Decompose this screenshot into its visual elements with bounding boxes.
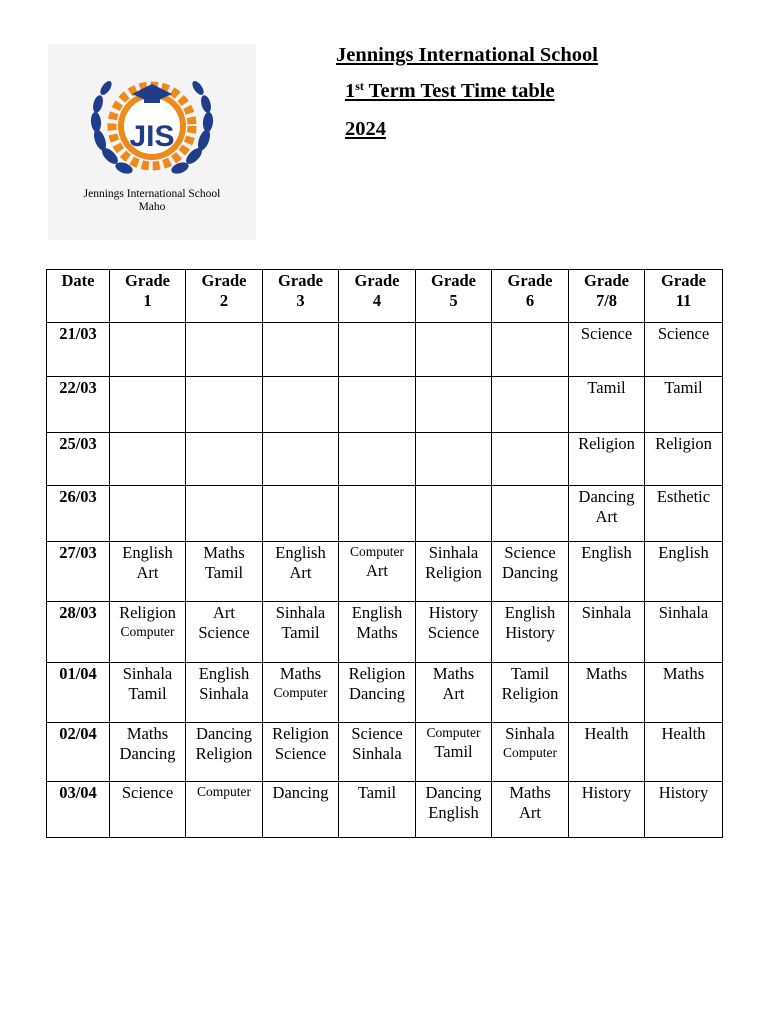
subject-cell bbox=[339, 486, 416, 542]
subject-cell bbox=[339, 542, 416, 602]
subject-cell bbox=[416, 377, 492, 433]
subject-name: Science bbox=[504, 543, 556, 562]
subject-cell bbox=[492, 486, 569, 542]
subject-name: Sinhala bbox=[581, 603, 632, 622]
subject-name: History bbox=[658, 783, 709, 802]
subject-cell bbox=[339, 602, 416, 663]
date-cell: 03/04 bbox=[47, 782, 110, 838]
subject-cell bbox=[110, 663, 186, 723]
subject-cell bbox=[110, 542, 186, 602]
subject-name: English bbox=[428, 803, 479, 822]
subject-cell bbox=[263, 486, 339, 542]
subject-name: Religion bbox=[578, 434, 635, 453]
subject-cell bbox=[492, 377, 569, 433]
subject-name: Art bbox=[289, 563, 312, 582]
column-header-grade bbox=[339, 270, 416, 323]
subject-cell bbox=[645, 782, 723, 838]
subject-cell bbox=[645, 486, 723, 542]
subject-name: Health bbox=[584, 724, 629, 743]
subject-name: English bbox=[275, 543, 326, 562]
subject-cell bbox=[416, 542, 492, 602]
subject-cell bbox=[645, 663, 723, 723]
subject-cell bbox=[263, 323, 339, 377]
header-line: Grade bbox=[431, 271, 476, 290]
subject-name: Sinhala bbox=[199, 684, 249, 703]
subject-name: History bbox=[428, 603, 479, 622]
subject-cell bbox=[263, 602, 339, 663]
subject-cell bbox=[645, 723, 723, 782]
subject-cell bbox=[263, 782, 339, 838]
subject-cell bbox=[492, 542, 569, 602]
subject-name: Science bbox=[427, 623, 480, 642]
subject-cell bbox=[645, 323, 723, 377]
subject-name: Maths bbox=[509, 783, 551, 802]
subject-cell bbox=[416, 486, 492, 542]
subject-name: Sinhala bbox=[658, 603, 709, 622]
subject-name: Sinhala bbox=[275, 603, 326, 622]
date-cell: 28/03 bbox=[47, 602, 110, 663]
subject-name: Art bbox=[595, 507, 618, 526]
table-row bbox=[47, 433, 723, 486]
column-header-grade bbox=[645, 270, 723, 323]
subject-name: Maths bbox=[585, 664, 628, 683]
date-cell: 25/03 bbox=[47, 433, 110, 486]
subject-cell bbox=[416, 723, 492, 782]
subject-cell bbox=[339, 723, 416, 782]
subject-name: Science bbox=[657, 324, 710, 343]
subject-name: Tamil bbox=[357, 783, 397, 802]
header-line: 3 bbox=[296, 291, 305, 310]
header-line: 4 bbox=[372, 291, 382, 310]
subject-cell bbox=[569, 377, 645, 433]
subject-cell bbox=[569, 602, 645, 663]
subject-name: Dancing bbox=[349, 684, 405, 703]
subject-name: Computer bbox=[426, 725, 481, 740]
subject-name: English bbox=[122, 543, 173, 562]
subject-name: Tamil bbox=[128, 684, 167, 703]
subject-cell bbox=[492, 433, 569, 486]
subject-cell bbox=[263, 723, 339, 782]
subject-cell bbox=[569, 542, 645, 602]
subject-name: Science bbox=[198, 623, 250, 642]
header-line: 1 bbox=[143, 291, 152, 310]
subject-cell bbox=[339, 377, 416, 433]
header-line: 2 bbox=[219, 291, 229, 310]
date-cell: 27/03 bbox=[47, 542, 110, 602]
subject-cell bbox=[645, 542, 723, 602]
column-header-grade bbox=[416, 270, 492, 323]
subject-name: Art bbox=[213, 603, 235, 622]
subject-cell bbox=[186, 323, 263, 377]
subject-name: Religion bbox=[501, 684, 559, 703]
subject-name: Tamil bbox=[664, 378, 703, 397]
logo-monogram: JIS bbox=[129, 120, 175, 153]
subject-name: Art bbox=[136, 563, 159, 582]
subject-name: Tamil bbox=[510, 664, 550, 683]
subject-name: Sinhala bbox=[122, 664, 173, 683]
subject-cell bbox=[645, 433, 723, 486]
school-emblem-icon bbox=[88, 70, 216, 188]
subject-cell bbox=[263, 433, 339, 486]
subject-name: Computer bbox=[197, 784, 251, 799]
column-header-grade bbox=[186, 270, 263, 323]
subject-cell bbox=[186, 663, 263, 723]
subject-name: Dancing bbox=[578, 487, 635, 506]
subject-cell bbox=[186, 433, 263, 486]
subject-cell bbox=[263, 542, 339, 602]
subject-name: Maths bbox=[432, 664, 475, 683]
school-title: Jennings International School bbox=[336, 44, 598, 66]
subject-name: English bbox=[581, 543, 632, 562]
subject-name: Esthetic bbox=[656, 487, 711, 506]
header-line: Grade bbox=[278, 271, 323, 290]
header-line: Grade bbox=[354, 271, 400, 290]
subject-cell bbox=[339, 433, 416, 486]
subject-name: English bbox=[658, 543, 709, 562]
subject-cell bbox=[339, 782, 416, 838]
subject-cell bbox=[569, 323, 645, 377]
date-cell: 02/04 bbox=[47, 723, 110, 782]
table-row bbox=[47, 782, 723, 838]
school-logo bbox=[48, 44, 256, 240]
term-title bbox=[345, 80, 555, 103]
subject-cell bbox=[110, 377, 186, 433]
subject-name: Art bbox=[366, 561, 388, 580]
subject-name: Art bbox=[442, 684, 465, 703]
logo-caption-town: Maho bbox=[138, 201, 166, 213]
subject-name: Dancing bbox=[272, 783, 329, 802]
table-row bbox=[47, 723, 723, 782]
table-row bbox=[47, 542, 723, 602]
subject-name: Computer bbox=[273, 685, 328, 700]
subject-cell bbox=[339, 323, 416, 377]
subject-cell bbox=[263, 377, 339, 433]
column-header-grade bbox=[492, 270, 569, 323]
subject-name: Religion bbox=[119, 603, 176, 622]
subject-name: Maths bbox=[203, 543, 245, 562]
subject-cell bbox=[569, 782, 645, 838]
subject-name: Maths bbox=[279, 664, 322, 683]
subject-name: Sinhala bbox=[428, 543, 479, 562]
subject-name: History bbox=[581, 783, 632, 802]
subject-cell bbox=[110, 323, 186, 377]
subject-cell bbox=[492, 663, 569, 723]
subject-cell bbox=[110, 602, 186, 663]
header-line: 7/8 bbox=[595, 291, 618, 310]
header-line: Grade bbox=[661, 271, 706, 290]
subject-cell bbox=[569, 486, 645, 542]
table-row bbox=[47, 323, 723, 377]
date-cell: 21/03 bbox=[47, 323, 110, 377]
subject-name: Religion bbox=[272, 724, 329, 743]
subject-cell bbox=[110, 723, 186, 782]
column-header-grade bbox=[110, 270, 186, 323]
subject-cell bbox=[492, 782, 569, 838]
subject-name: Science bbox=[580, 324, 633, 343]
subject-name: Religion bbox=[195, 744, 253, 763]
subject-name: Science bbox=[274, 744, 327, 763]
table-row bbox=[47, 663, 723, 723]
column-header-grade bbox=[263, 270, 339, 323]
subject-cell bbox=[263, 663, 339, 723]
term-ordinal: st bbox=[355, 79, 364, 93]
header-line: Grade bbox=[584, 271, 629, 290]
subject-name: Sinhala bbox=[352, 744, 402, 763]
subject-name: Religion bbox=[348, 664, 406, 683]
subject-cell bbox=[645, 377, 723, 433]
subject-cell bbox=[416, 433, 492, 486]
subject-cell bbox=[186, 542, 263, 602]
subject-cell bbox=[110, 486, 186, 542]
subject-name: Science bbox=[121, 783, 174, 802]
header-line: Grade bbox=[507, 271, 553, 290]
table-row bbox=[47, 602, 723, 663]
table-row bbox=[47, 377, 723, 433]
subject-name: Science bbox=[351, 724, 403, 743]
subject-cell bbox=[339, 663, 416, 723]
subject-name: Tamil bbox=[434, 742, 473, 761]
subject-name: Sinhala bbox=[505, 724, 555, 743]
subject-cell bbox=[569, 723, 645, 782]
column-header-grade bbox=[569, 270, 645, 323]
subject-name: Maths bbox=[126, 724, 169, 743]
subject-cell bbox=[569, 433, 645, 486]
subject-cell bbox=[416, 782, 492, 838]
subject-name: Dancing bbox=[425, 783, 482, 802]
subject-name: English bbox=[198, 664, 250, 683]
subject-cell bbox=[492, 323, 569, 377]
column-header-date bbox=[47, 270, 110, 323]
subject-name: Maths bbox=[356, 623, 398, 642]
subject-name: Art bbox=[519, 803, 541, 822]
subject-name: History bbox=[505, 623, 555, 642]
header-line: 6 bbox=[525, 291, 535, 310]
subject-cell bbox=[492, 602, 569, 663]
subject-name: Religion bbox=[425, 563, 482, 582]
subject-name: Dancing bbox=[502, 563, 558, 582]
header-line: Date bbox=[61, 271, 95, 290]
year-title: 2024 bbox=[345, 118, 386, 140]
subject-cell bbox=[416, 602, 492, 663]
subject-name: English bbox=[351, 603, 403, 622]
header-line: 11 bbox=[675, 291, 692, 310]
term-title-text: Term Test Time table bbox=[363, 80, 555, 102]
subject-cell bbox=[416, 323, 492, 377]
subject-cell bbox=[186, 377, 263, 433]
subject-name: Health bbox=[661, 724, 706, 743]
subject-cell bbox=[110, 782, 186, 838]
subject-name: Tamil bbox=[204, 563, 244, 582]
subject-name: Maths bbox=[662, 664, 705, 683]
logo-caption-school: Jennings International School bbox=[83, 188, 221, 200]
date-cell: 01/04 bbox=[47, 663, 110, 723]
subject-name: Computer bbox=[350, 544, 404, 559]
header-line: Grade bbox=[125, 271, 170, 290]
table-row bbox=[47, 486, 723, 542]
subject-name: Tamil bbox=[587, 378, 626, 397]
subject-cell bbox=[110, 433, 186, 486]
subject-cell bbox=[186, 486, 263, 542]
timetable bbox=[46, 269, 723, 838]
subject-name: Dancing bbox=[119, 744, 176, 763]
header-line: 5 bbox=[449, 291, 458, 310]
subject-name: Dancing bbox=[196, 724, 252, 743]
subject-cell bbox=[569, 663, 645, 723]
subject-name: Tamil bbox=[281, 623, 320, 642]
subject-cell bbox=[416, 663, 492, 723]
subject-name: Computer bbox=[503, 745, 557, 760]
date-cell: 26/03 bbox=[47, 486, 110, 542]
term-number: 1 bbox=[345, 80, 356, 102]
subject-cell bbox=[186, 723, 263, 782]
subject-cell bbox=[492, 723, 569, 782]
subject-cell bbox=[186, 602, 263, 663]
subject-cell bbox=[645, 602, 723, 663]
subject-name: Computer bbox=[120, 624, 175, 639]
subject-name: Religion bbox=[655, 434, 712, 453]
subject-cell bbox=[186, 782, 263, 838]
header-line: Grade bbox=[201, 271, 247, 290]
subject-name: English bbox=[504, 603, 556, 622]
date-cell: 22/03 bbox=[47, 377, 110, 433]
